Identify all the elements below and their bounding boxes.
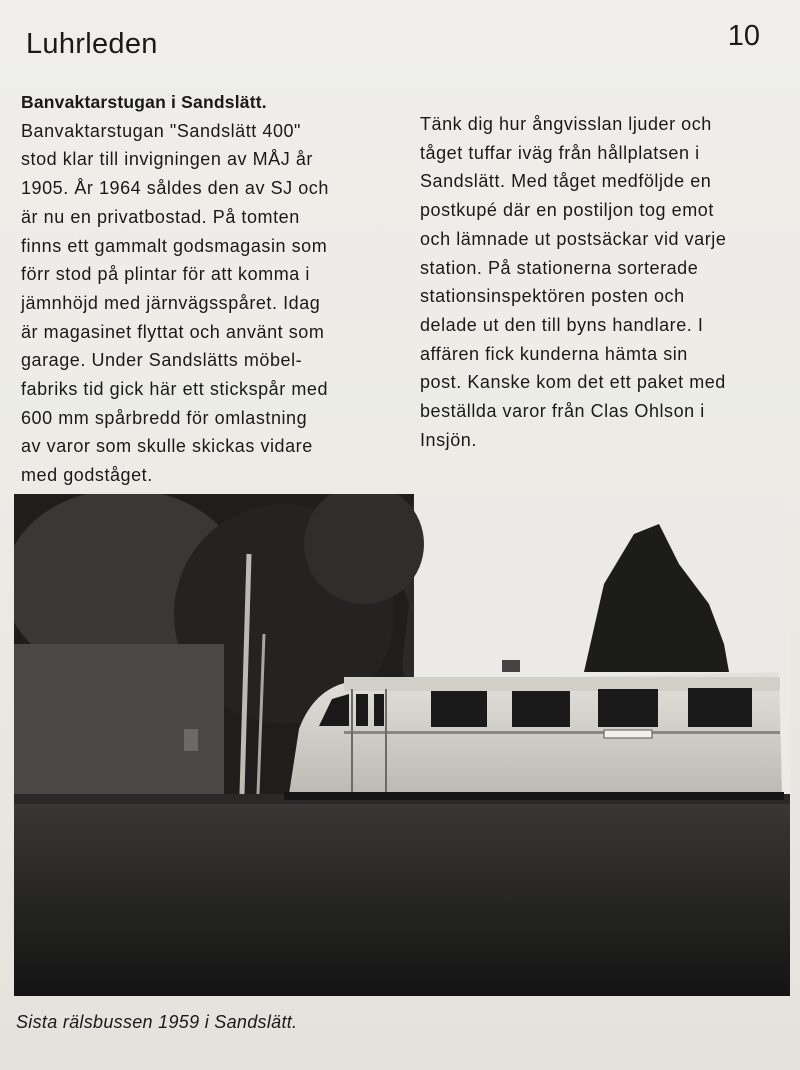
left-paragraph: Banvaktarstugan "Sandslätt 400" stod klar till invigningen av MÅJ år 1905. År 1964 såldes den av SJ och är nu en privatbostad. På tomten finns ett gammalt godsmagasin som förr stod på plintar för att komma i jämnhöjd med järnvägsspåret. Idag är magasinet flyttat och använt som garage. Under Sandslätts möbel- fabriks tid gick här ett stickspår med 600 mm spårbredd för omlastning av varor som skulle skickas vidare med godståget. [21,120,329,486]
sign-title: Luhrleden [26,28,158,60]
right-paragraph: Tänk dig hur ångvisslan ljuder och tåget tuffar iväg från hållplatsen i Sandslätt. Med tåget medföljde en postkupé där en postiljon tog emot och lämnade ut postsäckar vid varje station. På stationerna sorterade stationsinspektören posten och delade ut den till byns handlare. I affären fick kunderna hämta sin post. Kanske kom det ett paket med beställda varor från Clas Ohlson i Insjön. [420,114,727,450]
section-heading: Banvaktarstugan i Sandslätt. [21,92,267,112]
right-text-column [420,110,792,454]
page-number: 10 [727,20,760,52]
railbus-photo [14,494,790,996]
left-text-column [21,88,391,490]
house [14,644,224,794]
photo-caption: Sista rälsbussen 1959 i Sandslätt. [16,1012,298,1032]
ground [14,794,790,996]
